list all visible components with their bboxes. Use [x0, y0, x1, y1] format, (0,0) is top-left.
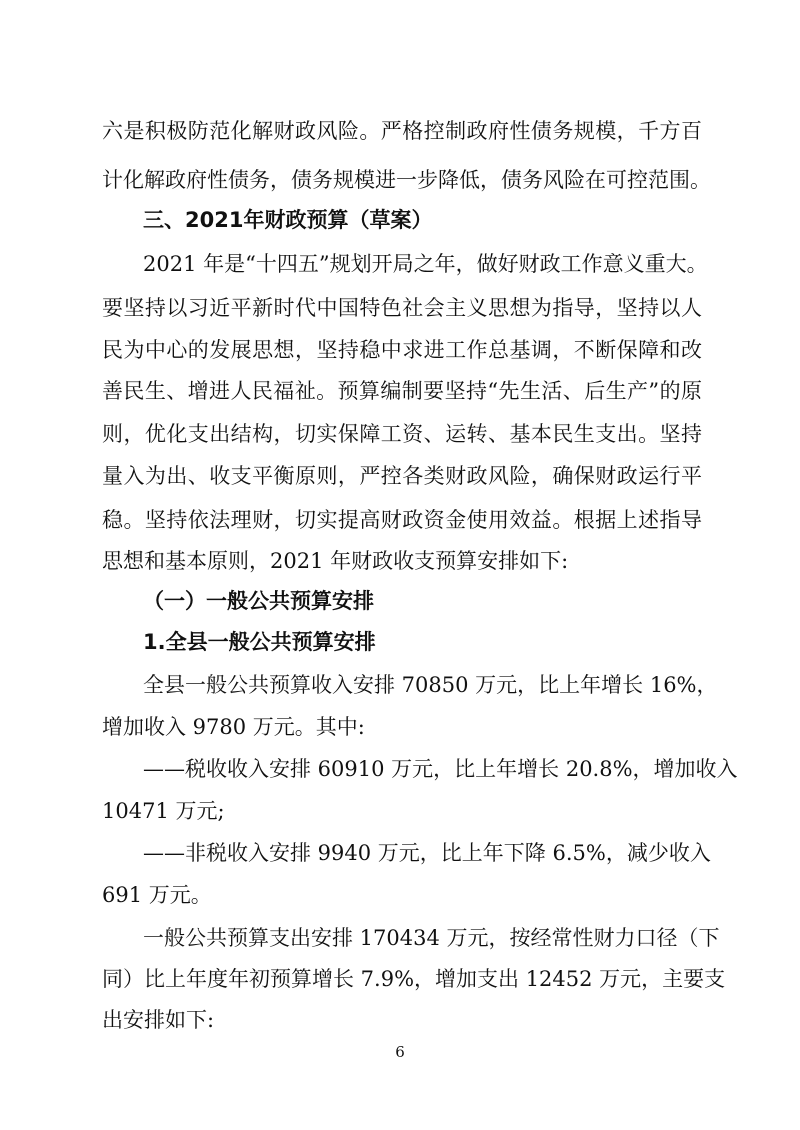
paragraph-line: ——非税收入安排 9940 万元，比上年下降 6.5%，减少收入: [143, 841, 711, 865]
paragraph-line: 民为中心的发展思想，坚持稳中求进工作总基调，不断保障和改: [102, 338, 702, 362]
paragraph-line: 全县一般公共预算收入安排 70850 万元，比上年增长 16%，: [143, 673, 718, 697]
paragraph-line: 计化解政府性债务，债务规模进一步降低，债务风险在可控范围。: [102, 168, 711, 192]
paragraph-line: 六是积极防范化解财政风险。严格控制政府性债务规模，千方百: [102, 119, 702, 143]
paragraph-line: 同）比上年度年初预算增长 7.9%，增加支出 12452 万元，主要支: [102, 967, 726, 991]
paragraph-line: 则，优化支出结构，切实保障工资、运转、基本民生支出。坚持: [102, 422, 702, 446]
paragraph-line: 稳。坚持依法理财，切实提高财政资金使用效益。根据上述指导: [102, 508, 702, 532]
paragraph-line: 一般公共预算支出安排 170434 万元，按经常性财力口径（下: [143, 926, 720, 950]
paragraph-line: 出安排如下:: [102, 1008, 215, 1032]
section-heading: 三、2021年财政预算（草案）: [143, 208, 433, 232]
paragraph-line: 思想和基本原则，2021 年财政收支预算安排如下:: [102, 549, 569, 573]
paragraph-line: 691 万元。: [102, 883, 212, 907]
paragraph-line: ——税收收入安排 60910 万元，比上年增长 20.8%，增加收入: [143, 757, 738, 781]
paragraph-line: 量入为出、收支平衡原则，严控各类财政风险，确保财政运行平: [102, 464, 702, 488]
subsection-heading: 1.全县一般公共预算安排: [143, 630, 376, 654]
page-number: 6: [395, 1043, 405, 1061]
paragraph-line: 10471 万元;: [102, 799, 225, 823]
paragraph-line: 要坚持以习近平新时代中国特色社会主义思想为指导，坚持以人: [102, 296, 702, 320]
paragraph-line: 2021 年是“十四五”规划开局之年，做好财政工作意义重大。: [143, 252, 708, 276]
paragraph-line: 善民生、增进人民福祉。预算编制要坚持“先生活、后生产”的原: [102, 379, 702, 403]
subsection-heading: （一）一般公共预算安排: [143, 589, 374, 613]
paragraph-line: 增加收入 9780 万元。其中:: [102, 715, 365, 739]
